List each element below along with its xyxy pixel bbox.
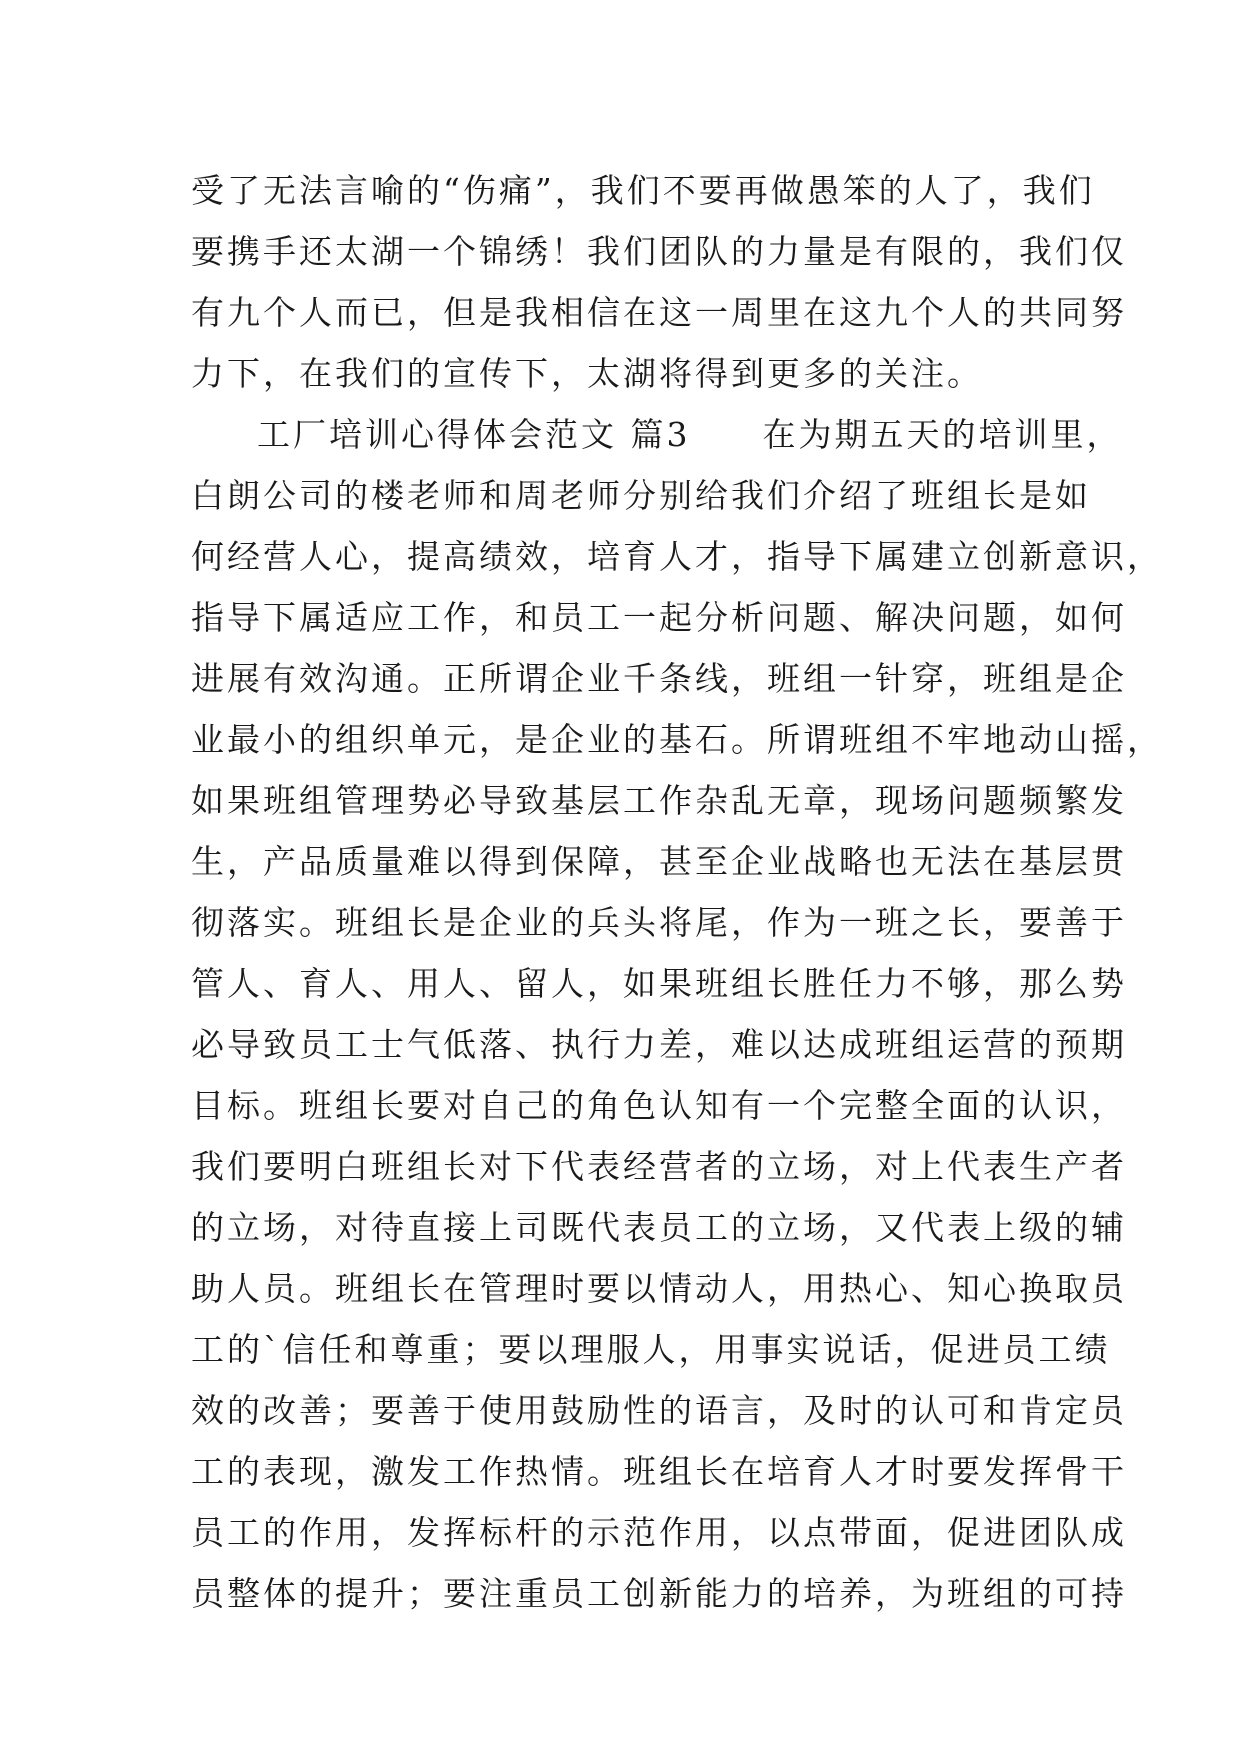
text-line: 员工的作用，发挥标杆的示范作用，以点带面，促进团队成: [191, 1513, 1127, 1552]
text-line: 我们要明白班组长对下代表经营者的立场，对上代表生产者: [191, 1147, 1127, 1186]
text-line: 白朗公司的楼老师和周老师分别给我们介绍了班组长是如: [191, 476, 1091, 515]
text-line: 工的`信任和尊重；要以理服人，用事实说话，促进员工绩: [191, 1330, 1111, 1369]
text-line: 效的改善；要善于使用鼓励性的语言，及时的认可和肯定员: [191, 1391, 1127, 1430]
text-line: 生，产品质量难以得到保障，甚至企业战略也无法在基层贯: [191, 842, 1127, 881]
text-line: 如果班组管理势必导致基层工作杂乱无章，现场问题频繁发: [191, 781, 1127, 820]
text-line: 受了无法言喻的“伤痛”，我们不要再做愚笨的人了，我们: [191, 171, 1095, 210]
text-line: 工的表现，激发工作热情。班组长在培育人才时要发挥骨干: [191, 1452, 1127, 1491]
text-line: 要携手还太湖一个锦绣！我们团队的力量是有限的，我们仅: [191, 232, 1127, 271]
section-heading-line: 工厂培训心得体会范文 篇3 在为期五天的培训里，: [257, 415, 1123, 454]
text-line: 指导下属适应工作，和员工一起分析问题、解决问题，如何: [191, 598, 1127, 637]
text-line: 助人员。班组长在管理时要以情动人，用热心、知心换取员: [191, 1269, 1127, 1308]
text-line: 力下，在我们的宣传下，太湖将得到更多的关注。: [191, 354, 983, 393]
text-line: 目标。班组长要对自己的角色认知有一个完整全面的认识，: [191, 1086, 1127, 1125]
body-text: [191, 160, 1163, 1624]
text-line: 有九个人而已，但是我相信在这一周里在这九个人的共同努: [191, 293, 1127, 332]
text-line: 的立场，对待直接上司既代表员工的立场，又代表上级的辅: [191, 1208, 1127, 1247]
text-line: 员整体的提升；要注重员工创新能力的培养，为班组的可持: [191, 1574, 1127, 1613]
text-line: 彻落实。班组长是企业的兵头将尾，作为一班之长，要善于: [191, 903, 1127, 942]
text-line: 业最小的组织单元，是企业的基石。所谓班组不牢地动山摇，: [191, 720, 1163, 759]
text-line: 管人、育人、用人、留人，如果班组长胜任力不够，那么势: [191, 964, 1127, 1003]
text-line: 进展有效沟通。正所谓企业千条线，班组一针穿，班组是企: [191, 659, 1127, 698]
text-line: 必导致员工士气低落、执行力差，难以达成班组运营的预期: [191, 1025, 1127, 1064]
text-line: 何经营人心，提高绩效，培育人才，指导下属建立创新意识，: [191, 537, 1163, 576]
